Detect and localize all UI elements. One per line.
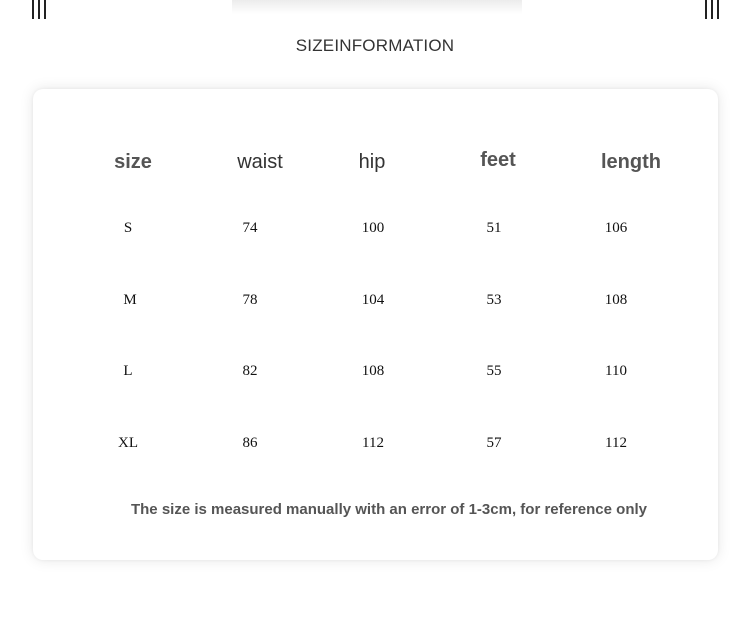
table-cell-length: 110	[605, 363, 627, 379]
table-cell-length: 106	[604, 220, 628, 236]
table-cell-size: XL	[118, 435, 138, 451]
column-header-feet: feet	[480, 149, 516, 171]
column-header-hip: hip	[358, 151, 386, 173]
table-cell-feet: 57	[486, 435, 502, 451]
table-cell-waist: 74	[242, 220, 258, 236]
table-cell-size: L	[123, 363, 133, 379]
corner-bars-right	[705, 0, 719, 19]
column-header-waist: waist	[237, 151, 283, 173]
size-table-card	[33, 89, 718, 560]
section-title: SIZEINFORMATION	[295, 36, 455, 55]
table-cell-feet: 51	[486, 220, 502, 236]
table-cell-waist: 78	[242, 292, 258, 308]
measurement-note: The size is measured manually with an error of 1-3cm, for reference only	[130, 501, 647, 518]
table-cell-hip: 112	[362, 435, 384, 451]
table-cell-hip: 108	[361, 363, 385, 379]
table-cell-feet: 53	[486, 292, 502, 308]
table-cell-size: S	[123, 220, 133, 236]
table-cell-length: 108	[604, 292, 628, 308]
table-cell-waist: 82	[242, 363, 258, 379]
table-cell-feet: 55	[486, 363, 502, 379]
table-cell-size: M	[123, 292, 137, 308]
corner-bars-left	[32, 0, 46, 19]
top-faded-banner	[232, 0, 522, 14]
table-cell-length: 112	[605, 435, 627, 451]
table-cell-waist: 86	[242, 435, 258, 451]
table-cell-hip: 104	[361, 292, 385, 308]
column-header-size: size	[114, 151, 152, 173]
table-cell-hip: 100	[361, 220, 385, 236]
column-header-length: length	[601, 151, 661, 173]
